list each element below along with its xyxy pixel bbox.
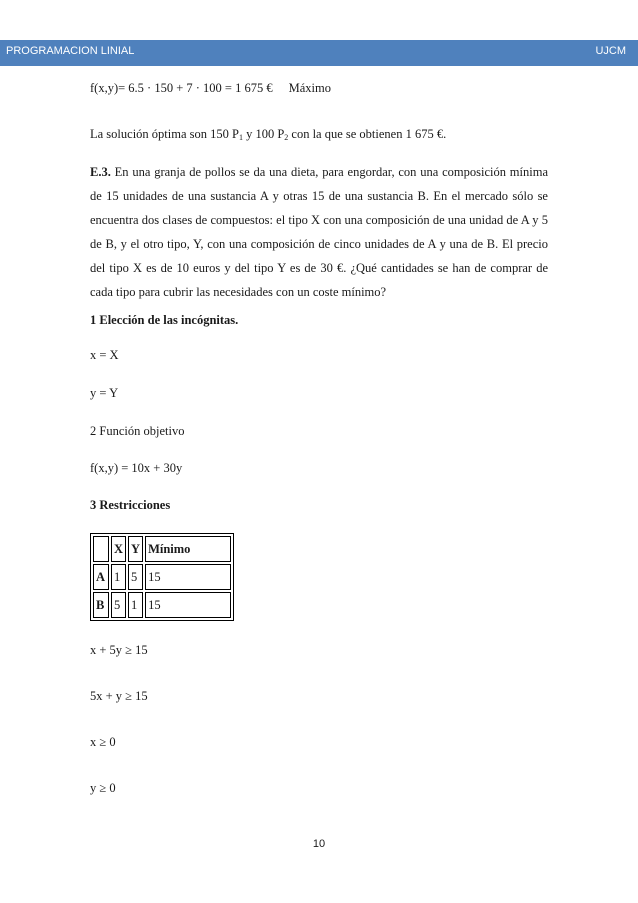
table-row <box>93 564 231 590</box>
maximo-label: Máximo <box>288 81 331 95</box>
x-definition: x = X <box>90 348 119 362</box>
constraint-3: x ≥ 0 <box>90 735 116 749</box>
table-cell: 1 <box>128 592 143 618</box>
header-title: PROGRAMACION LINIAL <box>6 45 135 57</box>
section-2-heading: 2 Función objetivo <box>90 424 185 438</box>
solution-text-b: y 100 P <box>242 127 285 141</box>
table-cell: B <box>93 592 109 618</box>
solution-text-c: con la que se obtienen 1 675 €. <box>288 127 447 141</box>
solution-sub-2: 2 <box>284 133 289 142</box>
table-header-cell <box>93 536 109 562</box>
table-row <box>93 592 231 618</box>
table-cell: A <box>93 564 109 590</box>
table-header-cell: X <box>111 536 126 562</box>
constraints-table-wrapper <box>90 533 234 621</box>
table-cell: 5 <box>128 564 143 590</box>
header-bar <box>0 40 638 66</box>
section-1-heading: 1 Elección de las incógnitas. <box>90 313 239 327</box>
table-cell: 15 <box>145 592 231 618</box>
section-3-heading: 3 Restricciones <box>90 498 171 512</box>
y-definition: y = Y <box>90 386 119 400</box>
problem-text: En una granja de pollos se da una dieta, para engordar, con una composición mínima de 15 unidades de una sustancia A y otras 15 de una sustancia B. En el mercado sólo se encuentra dos clases de compuestos: el tipo X con una composición de una unidad de A y 5 de B, y el otro tipo, Y, con una composición de cinco unidades de A y una de B. El precio del tipo X es de 10 euros y del tipo Y es de 30 €. ¿Qué cantidades se han de comprar de cada tipo para cubrir las necesidades con un coste mínimo? <box>90 165 548 299</box>
objective-evaluation-line <box>90 80 331 96</box>
table-header-cell: Y <box>128 536 143 562</box>
solution-text-a: La solución óptima son 150 P <box>90 127 239 141</box>
table-cell: 15 <box>145 564 231 590</box>
objective-evaluation: f(x,y)= 6.5 · 150 + 7 · 100 = 1 675 € <box>90 81 273 95</box>
objective-function: f(x,y) = 10x + 30y <box>90 461 183 475</box>
constraints-table <box>90 533 234 621</box>
constraint-4: y ≥ 0 <box>90 781 116 795</box>
solution-sub-1: 1 <box>238 133 243 142</box>
problem-statement <box>90 160 548 304</box>
page-number: 10 <box>312 838 326 850</box>
table-cell: 1 <box>111 564 126 590</box>
constraint-1: x + 5y ≥ 15 <box>90 643 148 657</box>
constraint-2: 5x + y ≥ 15 <box>90 689 148 703</box>
table-header-cell: Mínimo <box>145 536 231 562</box>
problem-label: E.3. <box>90 165 111 179</box>
table-header-row <box>93 536 231 562</box>
header-institution: UJCM <box>595 45 626 57</box>
solution-line <box>90 126 446 146</box>
table-cell: 5 <box>111 592 126 618</box>
